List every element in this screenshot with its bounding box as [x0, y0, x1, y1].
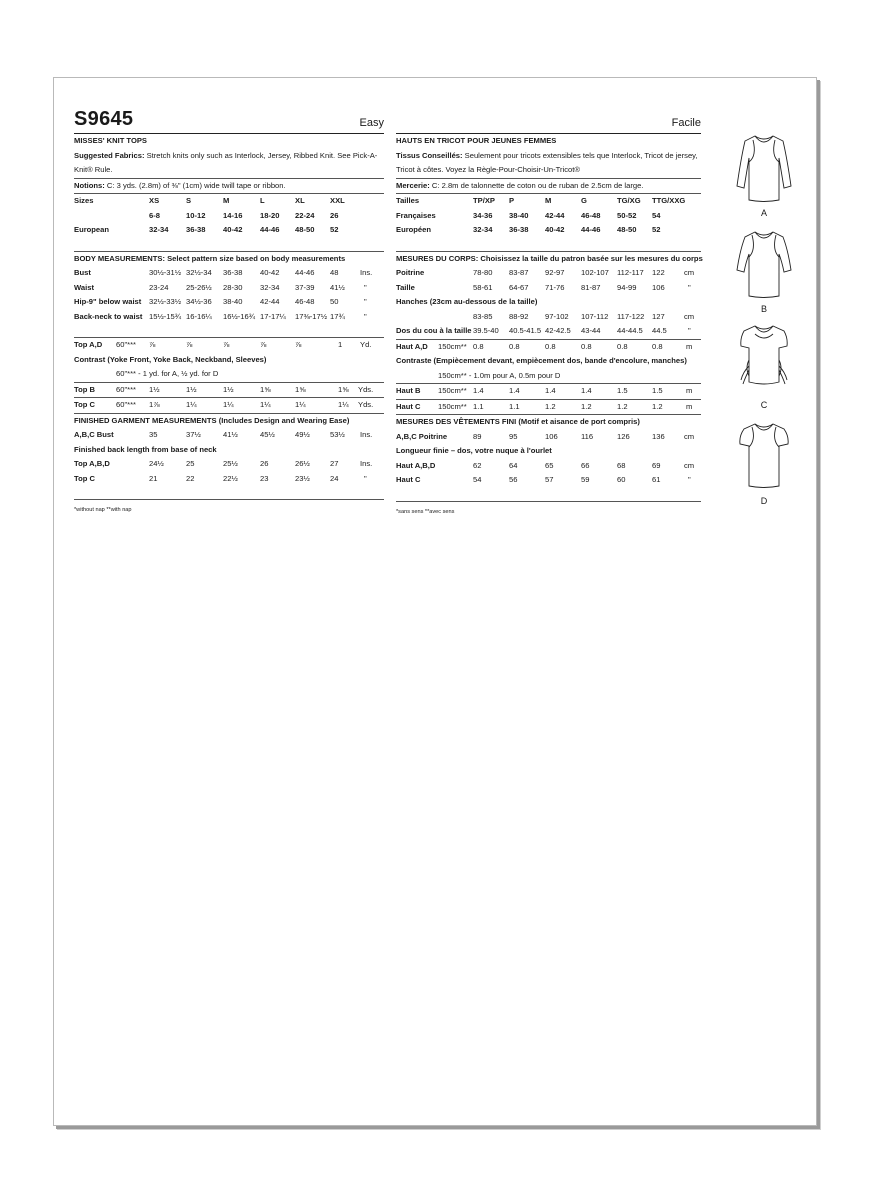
row-label: Waist	[74, 282, 94, 292]
view-label: A	[760, 208, 767, 218]
view-a	[726, 128, 802, 224]
size-number: 26	[330, 210, 339, 220]
nap-footnote: *sans sens **avec sens	[396, 508, 455, 515]
value: 23½	[295, 473, 310, 483]
top-b-sketch-icon	[731, 224, 797, 304]
unit: "	[688, 326, 691, 335]
european-size: 36-38	[186, 225, 206, 234]
abc-bust-row	[74, 428, 384, 443]
size-code: P	[509, 196, 515, 205]
value: 1½	[149, 384, 160, 394]
value: 25-26½	[186, 282, 212, 292]
unit: "	[364, 473, 367, 483]
european-size: 52	[330, 225, 339, 234]
haut-ad-yardage-row	[396, 340, 701, 355]
value: 37½	[186, 430, 201, 439]
unit: Ins.	[360, 268, 373, 277]
value: 1¼	[295, 400, 306, 409]
size-number: 14-16	[223, 210, 243, 220]
row-label: Haut A,B,D	[396, 460, 436, 470]
value: 0.8	[545, 341, 556, 351]
value: 1¼	[186, 400, 197, 409]
value: 39.5-40	[473, 326, 499, 335]
longueur-heading: Longueur finie – dos, votre nuque à l'ourlet	[396, 446, 552, 455]
unit: cm	[684, 268, 695, 277]
size-number: 38-40	[509, 210, 529, 220]
value: 1⅝	[295, 384, 306, 394]
sizes-code-row	[74, 194, 384, 209]
value: 54	[473, 475, 482, 484]
value: 32½-33½	[149, 297, 182, 306]
section-title: HAUTS EN TRICOT POUR JEUNES FEMMES	[396, 136, 557, 145]
unit: cm	[684, 311, 695, 321]
value: 45½	[260, 430, 275, 439]
contrast-heading: Contrast (Yoke Front, Yoke Back, Neckband, Sleeves)	[74, 354, 267, 364]
finished-heading: MESURES DES VÊTEMENTS FINI (Motif et aisance de port compris)	[396, 417, 640, 426]
divider	[396, 501, 701, 502]
value: 78-80	[473, 268, 493, 277]
value: 1.4	[509, 386, 520, 395]
sizes-code-row	[396, 194, 701, 209]
value: 42-42.5	[545, 326, 571, 335]
unit: Yds.	[358, 384, 374, 394]
row-label: A,B,C Bust	[74, 430, 114, 439]
value: 0.8	[652, 341, 663, 351]
value: 107-112	[581, 311, 609, 321]
value: 1⅝	[338, 384, 349, 394]
fabric-width: 150cm**	[438, 386, 467, 395]
value: 48	[330, 268, 339, 277]
european-row	[74, 223, 384, 238]
top-b-yardage-row	[74, 383, 384, 398]
size-number: 36-38	[509, 225, 529, 234]
european-size: 32-34	[149, 225, 169, 234]
size-code: XS	[149, 196, 160, 205]
value: 25	[186, 459, 195, 468]
value: 41½	[223, 430, 238, 439]
top-c-length-row	[74, 472, 384, 487]
value: 92-97	[545, 268, 565, 277]
view-b	[726, 224, 802, 320]
value: 36-38	[223, 268, 243, 277]
value: 40.5-41.5	[509, 326, 542, 335]
unit: "	[364, 282, 367, 292]
value: 65	[545, 460, 554, 470]
top-d-sketch-icon	[731, 416, 797, 496]
top-c-yardage-row	[74, 398, 384, 413]
value: 0.8	[473, 341, 484, 351]
value: 88-92	[509, 311, 529, 321]
spacer	[74, 238, 384, 251]
view-sketches	[726, 128, 802, 512]
unit: cm	[684, 460, 695, 470]
value: 1	[338, 340, 343, 349]
value: 58-61	[473, 282, 493, 292]
value: 1.5	[652, 386, 663, 395]
value: 69	[652, 460, 661, 470]
row-label: Top B	[74, 384, 95, 394]
size-code: TP/XP	[473, 196, 495, 205]
value: 22	[186, 473, 195, 483]
row-label: Top C	[74, 400, 95, 409]
value: 1½	[186, 384, 197, 394]
unit: cm	[684, 431, 695, 441]
size-number: 42-44	[545, 210, 565, 220]
bust-row	[74, 266, 384, 281]
unit: m	[686, 401, 693, 411]
value: 44-46	[295, 268, 315, 277]
row-label: Haut A,D	[396, 341, 428, 351]
unit: "	[364, 297, 367, 306]
fabrics-text: Stretch knits only such as Interlock, Jersey, Ribbed Knit. See Pick-A-	[146, 150, 378, 160]
size-code: TG/XG	[617, 196, 641, 205]
value: 1.2	[617, 401, 628, 411]
value: 32½-34	[186, 268, 212, 277]
fabric-width: 60"***	[116, 400, 137, 409]
fabric-width: 150cm**	[438, 341, 467, 351]
unit: Yds.	[358, 400, 374, 409]
value: 23	[260, 473, 269, 483]
size-code: XXL	[330, 196, 345, 205]
value: 40-42	[260, 268, 280, 277]
notions-text: C: 2.8m de talonnette de coton ou de ruban de 2.5cm de large.	[431, 180, 644, 190]
size-number: 6-8	[149, 210, 160, 220]
value: 62	[473, 460, 482, 470]
top-a-sketch-icon	[731, 128, 797, 208]
pattern-envelope-back	[53, 77, 817, 1126]
value: 116	[581, 431, 594, 441]
row-label: Poitrine	[396, 268, 425, 277]
unit: Ins.	[360, 459, 373, 468]
european-label: European	[74, 225, 110, 234]
european-size: 44-46	[260, 225, 280, 234]
row-label: Bust	[74, 268, 91, 277]
value: 1.1	[509, 401, 520, 411]
hanches-heading: Hanches (23cm au-dessous de la taille)	[396, 297, 538, 306]
value: 50	[330, 297, 339, 306]
english-title-row	[74, 108, 384, 130]
row-label: Hip-9" below waist	[74, 297, 142, 306]
size-code: L	[260, 196, 265, 205]
value: 1¼	[338, 400, 349, 409]
pattern-number: S9645	[74, 108, 134, 130]
unit: m	[686, 341, 693, 351]
sizes-label: Sizes	[74, 196, 94, 205]
value: 1¼	[223, 400, 234, 409]
francaises-row	[396, 209, 701, 224]
value: 26½	[295, 459, 310, 468]
unit: Ins.	[360, 430, 373, 439]
top-ad-yardage-row	[74, 338, 384, 353]
value: 37-39	[295, 282, 315, 292]
size-number: 48-50	[617, 225, 637, 234]
spacer	[74, 486, 384, 499]
spacer	[74, 324, 384, 337]
value: 127	[652, 311, 665, 321]
contrast-note-text: 60"*** - 1 yd. for A, ½ yd. for D	[116, 369, 219, 378]
value: 112-117	[617, 268, 644, 277]
difficulty-level: Easy	[359, 117, 384, 129]
value: 24½	[149, 459, 164, 468]
poitrine-row	[396, 266, 701, 281]
francaises-label: Françaises	[396, 210, 436, 220]
size-number: 54	[652, 210, 661, 220]
view-label: C	[760, 400, 768, 410]
value: 83-85	[473, 311, 493, 321]
value: 34½-36	[186, 297, 212, 306]
value: 16-16¼	[186, 311, 212, 321]
waist-row	[74, 281, 384, 296]
value: 53½	[330, 430, 345, 439]
haut-b-yardage-row	[396, 384, 701, 399]
value: 17¾	[330, 311, 345, 321]
difficulty-level: Facile	[671, 117, 701, 129]
value: 1.4	[581, 386, 592, 395]
value: 136	[652, 431, 665, 441]
row-label: Top C	[74, 473, 95, 483]
contrast-heading: Contraste (Empiècement devant, empiècement dos, bande d'encolure, manches)	[396, 356, 687, 365]
value: 42-44	[260, 297, 280, 306]
value: 0.8	[509, 341, 520, 351]
finished-heading: FINISHED GARMENT MEASUREMENTS (Includes Design and Wearing Ease)	[74, 415, 350, 425]
value: ⅞	[260, 340, 267, 349]
value: 1.4	[473, 386, 484, 395]
sizes-label: Tailles	[396, 196, 420, 205]
value: 59	[581, 475, 590, 484]
abc-poitrine-row	[396, 430, 701, 445]
row-label: Back-neck to waist	[74, 311, 143, 321]
fabrics-label: Tissus Conseillés:	[396, 150, 463, 160]
european-size: 48-50	[295, 225, 315, 234]
value: 68	[617, 460, 626, 470]
fabric-width: 60"***	[116, 384, 137, 394]
value: 64-67	[509, 282, 529, 292]
value: 89	[473, 431, 482, 441]
size-number: 34-36	[473, 210, 493, 220]
value: 23-24	[149, 282, 169, 292]
size-number: 46-48	[581, 210, 601, 220]
hanches-row	[396, 310, 701, 325]
fabrics-line-1	[396, 149, 701, 164]
value: 1.2	[581, 401, 592, 411]
divider	[74, 499, 384, 500]
value: 102-107	[581, 268, 609, 277]
value: 43-44	[581, 326, 601, 335]
value: 30½-31½	[149, 268, 182, 277]
fabric-width: 150cm**	[438, 401, 467, 411]
haut-c-yardage-row	[396, 400, 701, 415]
size-number: 40-42	[545, 225, 565, 234]
section-title: MISSES' KNIT TOPS	[74, 136, 147, 145]
value: 24	[330, 473, 339, 483]
english-column	[74, 108, 384, 514]
value: 1.5	[617, 386, 628, 395]
value: 1.2	[545, 401, 556, 411]
spacer	[396, 488, 701, 501]
value: 25½	[223, 459, 238, 468]
value: 1.2	[652, 401, 663, 411]
taille-row	[396, 281, 701, 296]
french-title-row	[396, 108, 701, 130]
value: 41½	[330, 282, 345, 292]
size-number: 52	[652, 225, 661, 234]
body-measurements-heading: MESURES DU CORPS: Choisissez la taille du patron basée sur les mesures du corps	[396, 253, 703, 263]
value: 1⅝	[260, 384, 271, 394]
sizes-number-row	[74, 209, 384, 224]
value: 1½	[223, 384, 234, 394]
row-label: Dos du cou à la taille	[396, 326, 472, 335]
value: 106	[545, 431, 558, 441]
view-label: B	[760, 304, 767, 314]
notions-line	[74, 179, 384, 194]
notions-line	[396, 179, 701, 194]
value: 35	[149, 430, 158, 439]
value: 26	[260, 459, 269, 468]
contrast-note	[74, 367, 384, 382]
back-length-heading: Finished back length from base of neck	[74, 444, 217, 454]
fabrics-line-2: Tricot à côtes. Voyez la Règle-Pour-Choisir-Un-Tricot®	[396, 165, 580, 174]
size-number: 10-12	[186, 210, 206, 220]
european-size: 40-42	[223, 225, 243, 234]
back-neck-row	[74, 310, 384, 325]
value: 49½	[295, 430, 310, 439]
unit: Yd.	[360, 340, 372, 349]
row-label: Haut C	[396, 401, 421, 411]
value: 0.8	[581, 341, 592, 351]
row-label: Taille	[396, 282, 415, 292]
value: 28-30	[223, 282, 243, 292]
contrast-note-text: 150cm** - 1.0m pour A, 0.5m pour D	[438, 370, 561, 380]
value: 126	[617, 431, 630, 441]
dos-row	[396, 324, 701, 339]
value: ⅞	[295, 340, 302, 349]
unit: "	[688, 475, 691, 484]
value: 1⅞	[149, 400, 160, 409]
size-code: XL	[295, 196, 305, 205]
value: 95	[509, 431, 518, 441]
notions-text: C: 3 yds. (2.8m) of ⅜" (1cm) wide twill tape or ribbon.	[106, 180, 286, 190]
french-column	[396, 108, 701, 516]
value: 60	[617, 475, 626, 484]
value: 57	[545, 475, 554, 484]
value: 117-122	[617, 311, 645, 321]
value: 94-99	[617, 282, 637, 292]
value: 15½-15¾	[149, 311, 182, 321]
row-label: Haut B	[396, 386, 421, 395]
value: 27	[330, 459, 339, 468]
size-code: TTG/XXG	[652, 196, 686, 205]
value: 56	[509, 475, 518, 484]
unit: "	[364, 311, 367, 321]
value: 0.8	[617, 341, 628, 351]
value: 1.4	[545, 386, 556, 395]
contrast-note	[396, 369, 701, 384]
size-code: S	[186, 196, 192, 205]
notions-label: Mercerie:	[396, 180, 430, 190]
value: 44.5	[652, 326, 667, 335]
top-abd-length-row	[74, 457, 384, 472]
value: 97-102	[545, 311, 569, 321]
unit: "	[688, 282, 691, 292]
hip-row	[74, 295, 384, 310]
size-code: M	[545, 196, 552, 205]
fabrics-line-1	[74, 149, 384, 164]
value: 32-34	[260, 282, 280, 292]
row-label: Haut C	[396, 475, 421, 484]
value: 81-87	[581, 282, 601, 292]
size-number: 22-24	[295, 210, 315, 220]
unit: m	[686, 386, 693, 395]
size-number: 44-46	[581, 225, 601, 234]
value: ⅞	[223, 340, 230, 349]
europeen-row	[396, 223, 701, 238]
value: 38-40	[223, 297, 243, 306]
haut-abd-length-row	[396, 459, 701, 474]
value: 66	[581, 460, 590, 470]
value: 106	[652, 282, 665, 292]
body-measurements-heading: BODY MEASUREMENTS: Select pattern size based on body measurements	[74, 253, 346, 263]
europeen-label: Européen	[396, 225, 432, 234]
value: 46-48	[295, 297, 315, 306]
size-number: 18-20	[260, 210, 280, 220]
value: 1.1	[473, 401, 484, 411]
fabric-width: 60"***	[116, 340, 137, 349]
spacer	[396, 238, 701, 251]
haut-c-length-row	[396, 473, 701, 488]
row-label: Top A,D	[74, 340, 103, 349]
nap-footnote: *without nap **with nap	[74, 507, 132, 513]
value: 44-44.5	[617, 326, 643, 335]
view-c	[726, 320, 802, 416]
value: 22½	[223, 473, 238, 483]
value: ⅞	[149, 340, 156, 349]
value: 17⅜-17½	[295, 311, 328, 321]
view-label: D	[760, 496, 768, 506]
value: 16½-16¾	[223, 311, 256, 321]
size-code: M	[223, 196, 230, 205]
size-number: 32-34	[473, 225, 493, 234]
size-code: G	[581, 196, 587, 205]
value: 64	[509, 460, 518, 470]
view-d	[726, 416, 802, 512]
row-label: A,B,C Poitrine	[396, 431, 448, 441]
size-number: 50-52	[617, 210, 637, 220]
fabrics-text: Seulement pour tricots extensibles tels que Interlock, Tricot de jersey,	[464, 150, 698, 160]
notions-label: Notions:	[74, 180, 105, 190]
value: 17-17¼	[260, 311, 286, 321]
value: 61	[652, 475, 661, 484]
value: 1¼	[260, 400, 271, 409]
value: 83-87	[509, 268, 529, 277]
value: 21	[149, 473, 158, 483]
value: 122	[652, 268, 665, 277]
top-c-sketch-icon	[731, 320, 797, 400]
fabrics-label: Suggested Fabrics:	[74, 150, 145, 160]
value: ⅞	[186, 340, 193, 349]
row-label: Top A,B,D	[74, 459, 110, 468]
fabrics-line-2: Knit® Rule.	[74, 165, 113, 174]
value: 71-76	[545, 282, 565, 292]
